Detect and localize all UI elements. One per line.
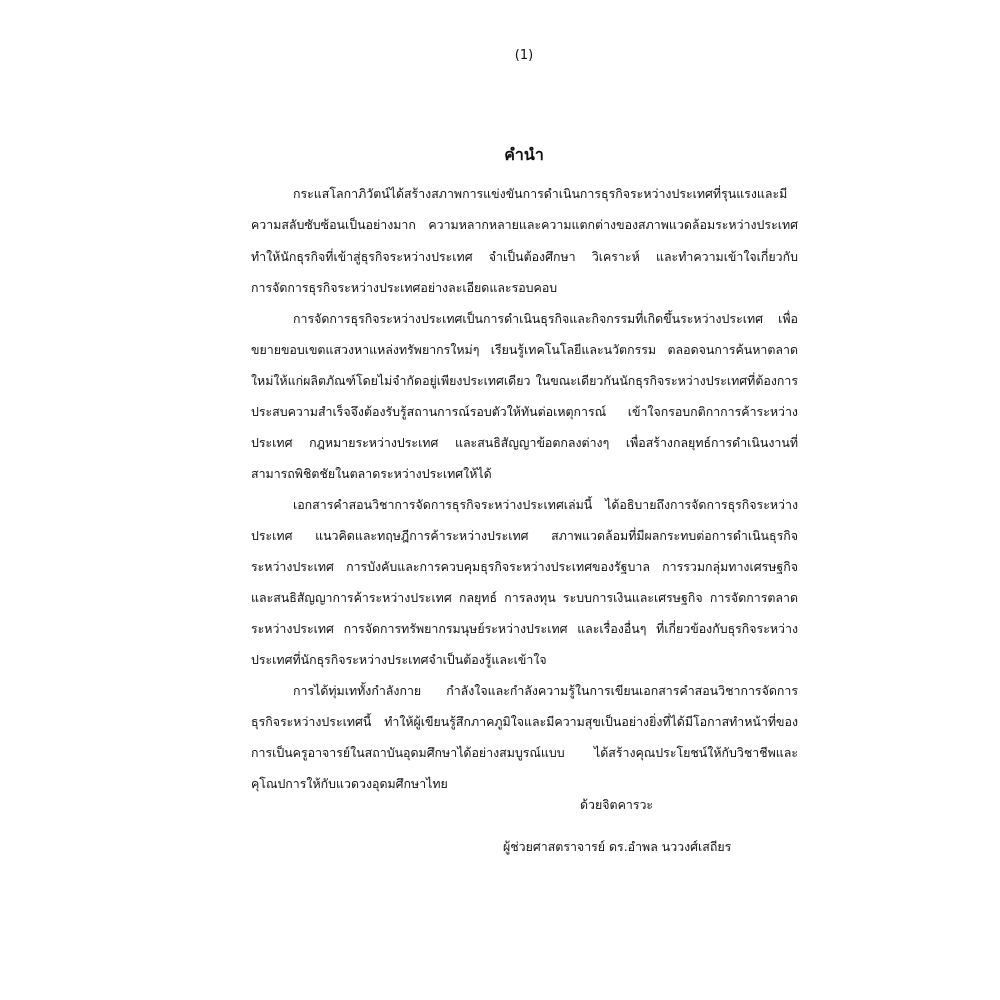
paragraph-3-line-3: ระหว่างประเทศ การบังคับและการควบคุมธุรกิจระหว่างประเทศของรัฐบาล การรวมกลุ่มทางเศรษฐกิจ xyxy=(251,559,798,574)
paragraph-4-line-4: คุโณปการให้กับแวดวงอุดมศึกษาไทย xyxy=(251,776,448,791)
page-title: คำนำ xyxy=(504,145,544,164)
paragraph-1-line-1: กระแสโลกาภิวัตน์ได้สร้างสภาพการแข่งขันการดำเนินการธุรกิจระหว่างประเทศที่รุนแรงและมี xyxy=(293,186,788,201)
closing-salutation: ด้วยจิตคารวะ xyxy=(580,797,654,812)
paragraph-3-line-5: ระหว่างประเทศ การจัดการทรัพยากรมนุษย์ระหว่างประเทศ และเรื่องอื่นๆ ที่เกี่ยวข้องกับธุรกิจระหว่าง xyxy=(251,621,798,636)
paragraph-3-line-4: และสนธิสัญญาการค้าระหว่างประเทศ กลยุทธ์ การลงทุน ระบบการเงินและเศรษฐกิจ การจัดการตลาด xyxy=(251,590,798,605)
paragraph-4-line-1: การได้ทุ่มเททั้งกำลังกาย กำลังใจและกำลังความรู้ในการเขียนเอกสารคำสอนวิชาการจัดการ xyxy=(293,683,798,698)
paragraph-4-line-3: การเป็นครูอาจารย์ในสถาบันอุดมศึกษาได้อย่างสมบูรณ์แบบ ได้สร้างคุณประโยชน์ให้กับวิชาชีพและ xyxy=(251,745,798,760)
paragraph-3-line-6: ประเทศที่นักธุรกิจระหว่างประเทศจำเป็นต้องรู้และเข้าใจ xyxy=(251,652,547,667)
paragraph-2-line-3: ใหม่ให้แก่ผลิตภัณฑ์โดยไม่จำกัดอยู่เพียงประเทศเดียว ในขณะเดียวกันนักธุรกิจระหว่างประเทศที่ต้องการ xyxy=(251,373,798,388)
page-number: (1) xyxy=(514,48,534,63)
paragraph-2-line-2: ขยายขอบเขตแสวงหาแหล่งทรัพยากรใหม่ๆ เรียนรู้เทคโนโลยีและนวัตกรรม ตลอดจนการค้นหาตลาด xyxy=(251,342,798,357)
author-name: ผู้ช่วยศาสตราจารย์ ดร.อำพล นววงศ์เสถียร xyxy=(503,839,732,854)
paragraph-2-line-4: ประสบความสำเร็จจึงต้องรับรู้สถานการณ์รอบตัวให้ทันต่อเหตุการณ์ เข้าใจกรอบกติกาการค้าระหว่าง xyxy=(251,404,798,419)
paragraph-1-line-3: ทำให้นักธุรกิจที่เข้าสู่ธุรกิจระหว่างประเทศ จำเป็นต้องศึกษา วิเคราะห์ และทำความเข้าใจเกี่ยวกับ xyxy=(251,249,798,264)
paragraph-2-line-6: สามารถพิชิตชัยในตลาดระหว่างประเทศให้ได้ xyxy=(251,466,492,481)
paragraph-3-line-2: ประเทศ แนวคิดและทฤษฎีการค้าระหว่างประเทศ สภาพแวดล้อมที่มีผลกระทบต่อการดำเนินธุรกิจ xyxy=(251,528,798,543)
paragraph-3-line-1: เอกสารคำสอนวิชาการจัดการธุรกิจระหว่างประเทศเล่มนี้ ได้อธิบายถึงการจัดการธุรกิจระหว่าง xyxy=(293,497,798,512)
paragraph-2-line-1: การจัดการธุรกิจระหว่างประเทศเป็นการดำเนินธุรกิจและกิจกรรมที่เกิดขึ้นระหว่างประเทศ เพื่อ xyxy=(293,311,798,326)
paragraph-2-line-5: ประเทศ กฎหมายระหว่างประเทศ และสนธิสัญญาข้อตกลงต่างๆ เพื่อสร้างกลยุทธ์การดำเนินงานที่ xyxy=(251,435,798,450)
paragraph-4-line-2: ธุรกิจระหว่างประเทศนี้ ทำให้ผู้เขียนรู้สึกภาคภูมิใจและมีความสุขเป็นอย่างยิ่งที่ได้มีโอกาสทำหน้าที่ของ xyxy=(251,714,798,729)
paragraph-1-line-4: การจัดการธุรกิจระหว่างประเทศอย่างละเอียดและรอบคอบ xyxy=(251,280,558,295)
paragraph-1-line-2: ความสลับซับซ้อนเป็นอย่างมาก ความหลากหลายและความแตกต่างของสภาพแวดล้อมระหว่างประเทศ xyxy=(251,217,798,232)
